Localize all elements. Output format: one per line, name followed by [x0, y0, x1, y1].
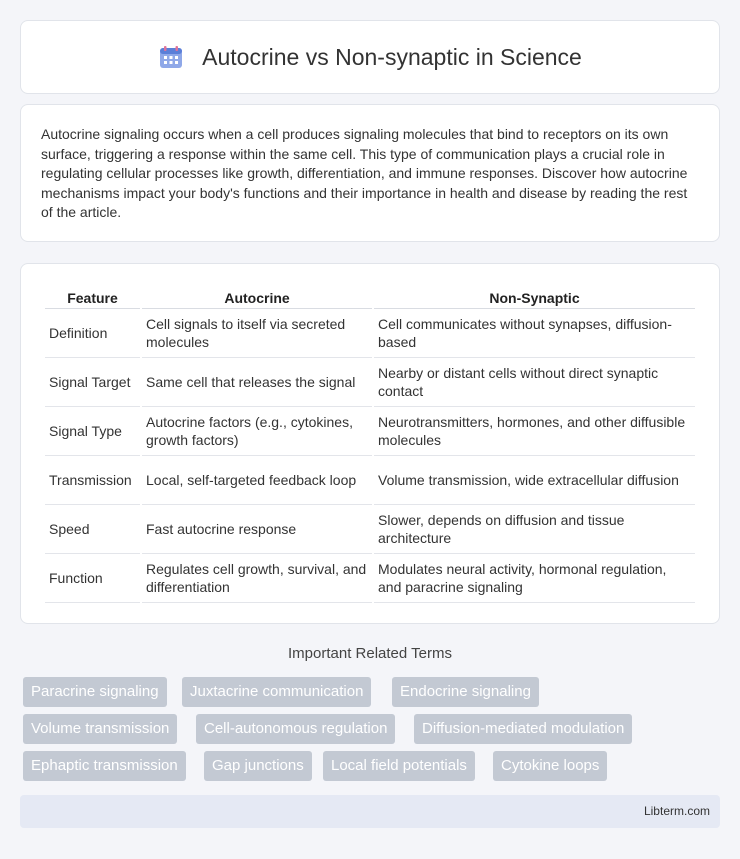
table-row	[45, 505, 695, 554]
feature-cell: Definition	[45, 309, 140, 358]
comparison-table	[43, 286, 697, 603]
non-synaptic-cell: Nearby or distant cells without direct synaptic contact	[374, 358, 695, 407]
table-header-row	[45, 286, 695, 309]
autocrine-cell: Cell signals to itself via secreted molecules	[142, 309, 372, 358]
table-row	[45, 456, 695, 505]
table-row	[45, 407, 695, 456]
feature-cell: Transmission	[45, 456, 140, 505]
header-autocrine: Autocrine	[142, 286, 372, 309]
tag-gap-junctions[interactable]: Gap junctions	[204, 751, 312, 781]
table-row	[45, 309, 695, 358]
non-synaptic-cell: Neurotransmitters, hormones, and other diffusible molecules	[374, 407, 695, 456]
table-row	[45, 554, 695, 603]
tag-local-field-potentials[interactable]: Local field potentials	[323, 751, 475, 781]
feature-cell: Function	[45, 554, 140, 603]
related-terms-title: Important Related Terms	[288, 645, 452, 662]
feature-cell: Signal Target	[45, 358, 140, 407]
non-synaptic-cell: Cell communicates without synapses, diffusion-based	[374, 309, 695, 358]
non-synaptic-cell: Modulates neural activity, hormonal regulation, and paracrine signaling	[374, 554, 695, 603]
calendar-icon	[158, 44, 184, 70]
feature-cell: Signal Type	[45, 407, 140, 456]
non-synaptic-cell: Slower, depends on diffusion and tissue architecture	[374, 505, 695, 554]
comparison-table-card	[20, 263, 720, 624]
tag-endocrine-signaling[interactable]: Endocrine signaling	[392, 677, 539, 707]
autocrine-cell: Regulates cell growth, survival, and differentiation	[142, 554, 372, 603]
tag-cytokine-loops[interactable]: Cytokine loops	[493, 751, 607, 781]
footer-brand[interactable]: Libterm.com	[643, 804, 710, 818]
tag-diffusion-mediated-modulation[interactable]: Diffusion-mediated modulation	[414, 714, 632, 744]
intro-card	[20, 104, 720, 242]
header-feature: Feature	[45, 286, 140, 309]
autocrine-cell: Same cell that releases the signal	[142, 358, 372, 407]
header-non-synaptic: Non-Synaptic	[374, 286, 695, 309]
feature-cell: Speed	[45, 505, 140, 554]
non-synaptic-cell: Volume transmission, wide extracellular diffusion	[374, 456, 695, 505]
tag-cell-autonomous-regulation[interactable]: Cell-autonomous regulation	[196, 714, 395, 744]
intro-text: Autocrine signaling occurs when a cell produces signaling molecules that bind to receptors on its own surface, triggering a response within the same cell. This type of communication plays a crucial role in regulating cellular processes like growth, differentiation, and immune responses. Discover how autocrine mechanisms impact your body's functions and their importance in health and disease by reading the rest of the article.	[41, 126, 688, 220]
title-card	[20, 20, 720, 94]
footer	[20, 795, 720, 828]
tag-ephaptic-transmission[interactable]: Ephaptic transmission	[23, 751, 186, 781]
page-title: Autocrine vs Non-synaptic in Science	[202, 43, 582, 70]
autocrine-cell: Autocrine factors (e.g., cytokines, growth factors)	[142, 407, 372, 456]
tag-volume-transmission[interactable]: Volume transmission	[23, 714, 177, 744]
tag-juxtacrine-communication[interactable]: Juxtacrine communication	[182, 677, 371, 707]
autocrine-cell: Local, self-targeted feedback loop	[142, 456, 372, 505]
table-row	[45, 358, 695, 407]
tag-paracrine-signaling[interactable]: Paracrine signaling	[23, 677, 167, 707]
autocrine-cell: Fast autocrine response	[142, 505, 372, 554]
